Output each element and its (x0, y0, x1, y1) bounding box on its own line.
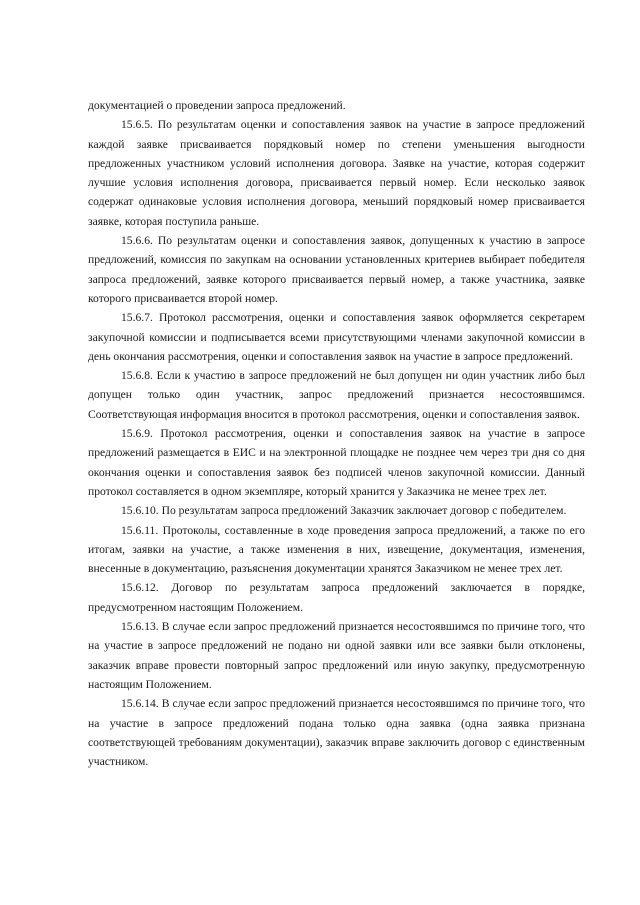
paragraph-15-6-12: 15.6.12. Договор по результатам запроса предложений заключается в порядке, предусмотренном настоящим Положением. (88, 581, 585, 614)
paragraph-15-6-11: 15.6.11. Протоколы, составленные в ходе проведения запроса предложений, а также по его итогам, заявки на участие, а также изменения в них, извещение, документация, изменения, внесенные в документацию, разъяснения документации хранятся Заказчиком не менее трех лет. (88, 523, 585, 576)
document-page (88, 96, 585, 771)
paragraph-15-6-9: 15.6.9. Протокол рассмотрения, оценки и сопоставления заявок на участие в запросе предложений размещается в ЕИС и на электронной площадке не позднее чем через три дня со дня окончания оценки и сопоставления заявок без подписей членов закупочной комиссии. Данный протокол составляется в одном экземпляре, который хранится у Заказчика не менее трех лет. (88, 427, 585, 498)
paragraph-15-6-13: 15.6.13. В случае если запрос предложений признается несостоявшимся по причине того, что на участие в запросе предложений не подано ни одной заявки или все заявки были отклонены, заказчик вправе провести повторный запрос предложений или иную закупку, предусмотренную настоящим Положением. (88, 620, 585, 691)
paragraph-continuation: документацией о проведении запроса предложений. (88, 99, 346, 112)
paragraph-15-6-7: 15.6.7. Протокол рассмотрения, оценки и сопоставления заявок оформляется секретарем закупочной комиссии и подписывается всеми присутствующими членами закупочной комиссии в день окончания рассмотрения, оценки и сопоставления заявок на участие в запросе предложений. (88, 311, 585, 363)
paragraph-15-6-8: 15.6.8. Если к участию в запросе предложений не был допущен ни один участник либо был допущен только один участник, запрос предложений признается несостоявшимся. Соответствующая информация вносится в протокол рассмотрения, оценки и сопоставления заявок. (88, 369, 585, 421)
paragraph-15-6-5: 15.6.5. По результатам оценки и сопоставления заявок на участие в запросе предложений каждой заявке присваивается порядковый номер по степени уменьшения выгодности предложенных участником условий исполнения договора. Заявке на участие, которая содержит лучшие условия исполнения договора, присваивается первый номер. Если несколько заявок содержат одинаковые условия исполнения договора, меньший порядковый номер присваивается заявке, которая поступила раньше. (88, 118, 585, 228)
paragraph-15-6-14: 15.6.14. В случае если запрос предложений признается несостоявшимся по причине того, что на участие в запросе предложений подана только одна заявка (одна заявка признана соответствующей требованиям документации), заказчик вправе заключить договор с единственным участником. (88, 697, 585, 769)
paragraph-15-6-10: 15.6.10. По результатам запроса предложений Заказчик заключает договор с победителем. (121, 504, 567, 518)
paragraph-15-6-6: 15.6.6. По результатам оценки и сопоставления заявок, допущенных к участию в запросе предложений, комиссия по закупкам на основании установленных критериев выбирает победителя запроса предложений, заявке которого присваивается первый номер, а также участника, заявке которого присваивается второй номер. (88, 234, 585, 305)
